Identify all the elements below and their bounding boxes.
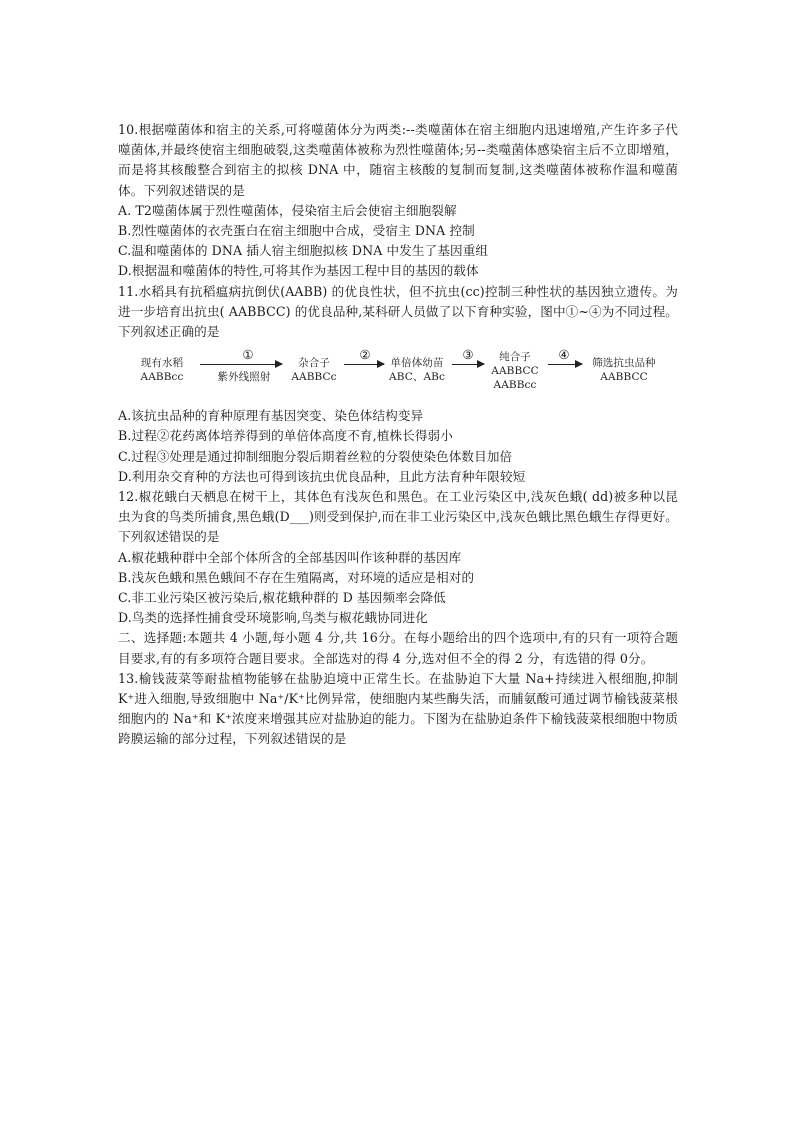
flow-step-3-number: ③: [462, 347, 474, 363]
flow-node-label: 杂合子: [298, 357, 330, 370]
flow-arrow-1: [200, 364, 282, 365]
flow-node-original-rice: [132, 356, 192, 384]
flow-node-label: 现有水稻: [140, 357, 184, 370]
flow-node-genotype: AABBCC: [600, 371, 648, 384]
flow-node-haploid-seedling: [384, 356, 450, 384]
flow-step-4-number: ④: [558, 347, 570, 363]
flow-arrow-3: [452, 364, 484, 365]
section-2-instructions: 二、选择题:本题共 4 小题,每小题 4 分,共 16分。在每小题给出的四个选项中,有的只有一项符合题目要求,有的有多项符合题目要求。全部选对的得 4 分,选对但不全的得 2 分，有选错的得 0分。: [118, 630, 678, 666]
breeding-flow-diagram: [118, 347, 678, 400]
q12-option-a: A.椒花蛾种群中全部个体所含的全部基因叫作该种群的基因库: [118, 549, 462, 565]
q10-option-c: C.温和噬菌体的 DNA 插人宿主细胞拟核 DNA 中发生了基因重组: [118, 243, 489, 259]
flow-arrow-2: [344, 364, 384, 365]
flow-node-genotype: AABBcc: [493, 379, 537, 392]
q12-option-c: C.非工业污染区被污染后,椒花蛾种群的 D 基因频率会降低: [118, 590, 446, 606]
q11-option-c: C.过程③处理是通过抑制细胞分裂后期着丝粒的分裂使染色体数目加倍: [118, 448, 513, 464]
flow-arrow-4: [548, 364, 582, 365]
q11-stem: 11.水稻具有抗稻瘟病抗倒伏(AABB) 的优良性状，但不抗虫(cc)控制三种性状的基因独立遗传。为进一步培育出抗虫( AABBCC) 的优良品种,某科研人员做了以下育种实验，图中①~④为不同过程。下列叙述正确的是: [118, 283, 678, 340]
q11-option-b: B.过程②花药离体培养得到的单倍体高度不育,植株长得弱小: [118, 428, 453, 444]
flow-node-genotype: AABBCC: [491, 365, 539, 378]
q13-stem: 13.榆钱菠菜等耐盐植物能够在盐胁迫境中正常生长。在盐胁迫下大量 Na+持续进入根细胞,抑制 K⁺进入细胞,导致细胞中 Na⁺/K⁺比例异常，使细胞内某些酶失活，而脯氨酸可通过调节榆钱菠菜根细胞内的 Na⁺和 K⁺浓度来增强其应对盐胁迫的能力。下图为在盐胁迫条件下榆钱菠菜根细胞中物质跨膜运输的部分过程，下列叙述错误的是: [118, 670, 678, 747]
flow-node-label: 筛选抗虫品种: [592, 357, 656, 370]
q10-stem: 10.根据噬菌体和宿主的关系,可将噬菌体分为两类:--类噬菌体在宿主细胞内迅速增殖,产生许多子代噬菌体,并最终使宿主细胞破裂,这类噬菌体被称为烈性噬菌体;另--类噬菌体感染宿主后不立即增殖，而是将其核酸整合到宿主的拟核 DNA 中，随宿主核酸的复制而复制,这类噬菌体被称作温和噬菌体。下列叙述错误的是: [118, 122, 678, 198]
flow-node-genotype: AABBcc: [140, 371, 184, 384]
flow-step-1-number: ①: [242, 347, 254, 363]
q12-stem: 12.椒花蛾白天栖息在树干上，其体色有浅灰色和黑色。在工业污染区中,浅灰色蛾( dd)被多种以昆虫为食的鸟类所捕食,黑色蛾(D___)则受到保护,而在非工业污染区中,浅灰色蛾比黑色蛾生存得更好。下列叙述错误的是: [118, 489, 678, 545]
q11-option-d: D.利用杂交育种的方法也可得到该抗虫优良品种，且此方法育种年限较短: [118, 468, 526, 484]
flow-step-1-note: 紫外线照射: [217, 371, 271, 384]
q12-option-d: D.鸟类的选择性捕食受环境影响,鸟类与椒花蛾协同进化: [118, 610, 428, 626]
flow-node-label: 单倍体幼苗: [390, 357, 444, 370]
flow-node-genotype: ABC、ABc: [389, 371, 445, 384]
exam-page: [118, 120, 678, 750]
flow-node-selected-variety: [584, 356, 664, 384]
flow-node-heterozygote: [284, 356, 344, 384]
flow-node-homozygote: [484, 350, 546, 392]
flow-node-label: 纯合子: [499, 351, 531, 364]
flow-step-2-number: ②: [359, 347, 371, 363]
q10-option-b: B.烈性噬菌体的衣壳蛋白在宿主细胞中合成，受宿主 DNA 控制: [118, 223, 475, 239]
q11-option-a: A.该抗虫品种的育种原理有基因突变、染色体结构变异: [118, 408, 424, 424]
q10-option-a: A. T2噬菌体属于烈性噬菌体，侵染宿主后会使宿主细胞裂解: [118, 202, 457, 218]
q12-option-b: B.浅灰色蛾和黑色蛾间不存在生殖隔离，对环境的适应是相对的: [118, 569, 475, 585]
q10-option-d: D.根据温和噬菌体的特性,可将其作为基因工程中目的基因的载体: [118, 263, 479, 279]
flow-node-genotype: AABBCc: [291, 371, 337, 384]
